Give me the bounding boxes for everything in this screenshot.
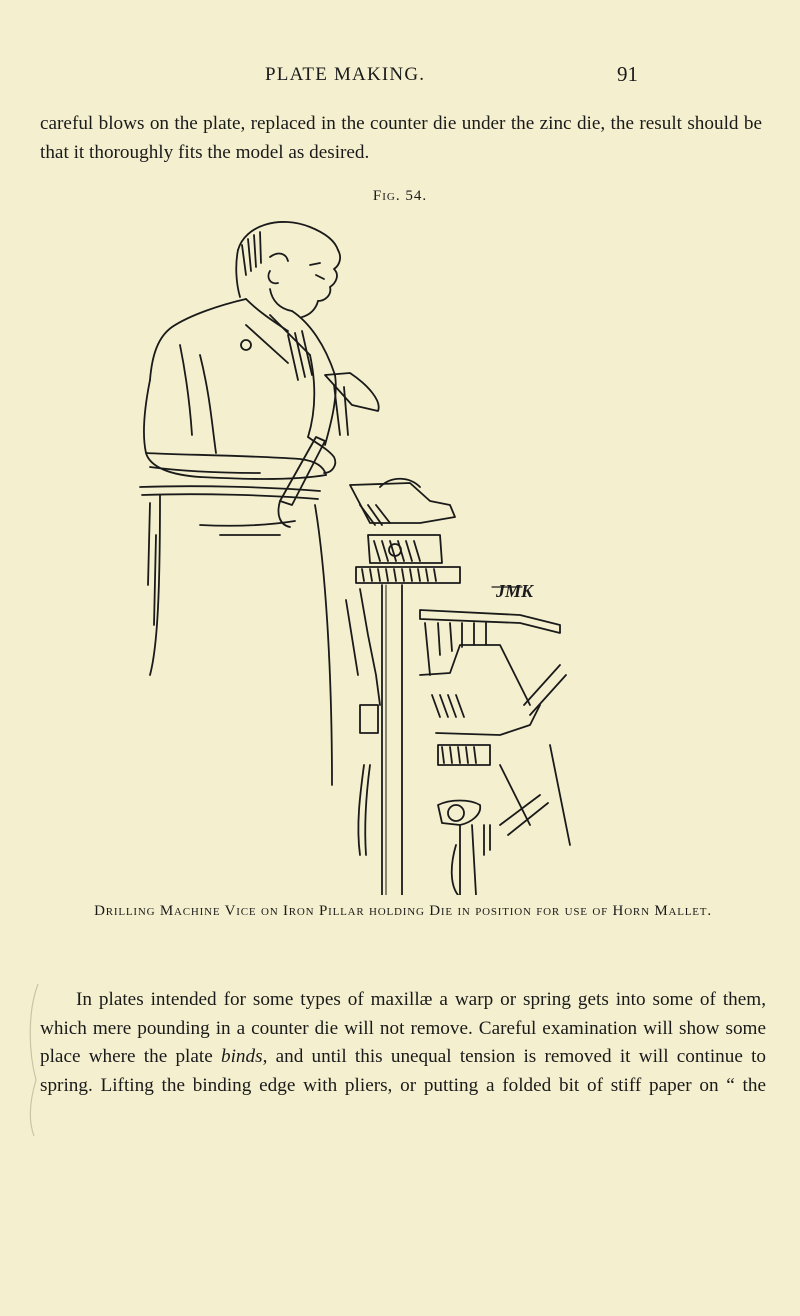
worker-figure — [140, 222, 340, 785]
page-number: 91 — [617, 62, 638, 86]
figure-label: Fig. 54. — [372, 188, 428, 204]
running-head — [0, 64, 800, 88]
drilling-machine-vice — [420, 610, 570, 895]
emphasis-binds: binds — [220, 1046, 263, 1067]
paragraph-maxillae: In plates intended for some types of maxillæ a warp or spring gets into some of them, which mere pounding in a counter die will not remove. Careful examination will show some place where the plate binds, and until this unequal tension is removed it will continue to spring. Lifting the binding edge with pliers, or putting a folded bit of stiff paper on “ the — [40, 989, 767, 1096]
hammer-and-mallet — [278, 373, 378, 527]
figure-illustration — [120, 205, 580, 895]
paragraph-continued: careful blows on the plate, replaced in the counter die under the zinc die, the result should be that it thoroughly fits the model as desired. — [40, 113, 762, 163]
figure-caption: Drilling Machine Vice on Iron Pillar holding Die in position for use of Horn Mallet. — [94, 903, 712, 919]
monogram — [492, 581, 535, 601]
margin-mark — [22, 980, 42, 1140]
iron-pillar — [358, 585, 402, 895]
die-and-vice — [346, 479, 460, 705]
monogram-text: JMK — [496, 581, 534, 601]
running-title: PLATE MAKING. — [265, 64, 426, 85]
